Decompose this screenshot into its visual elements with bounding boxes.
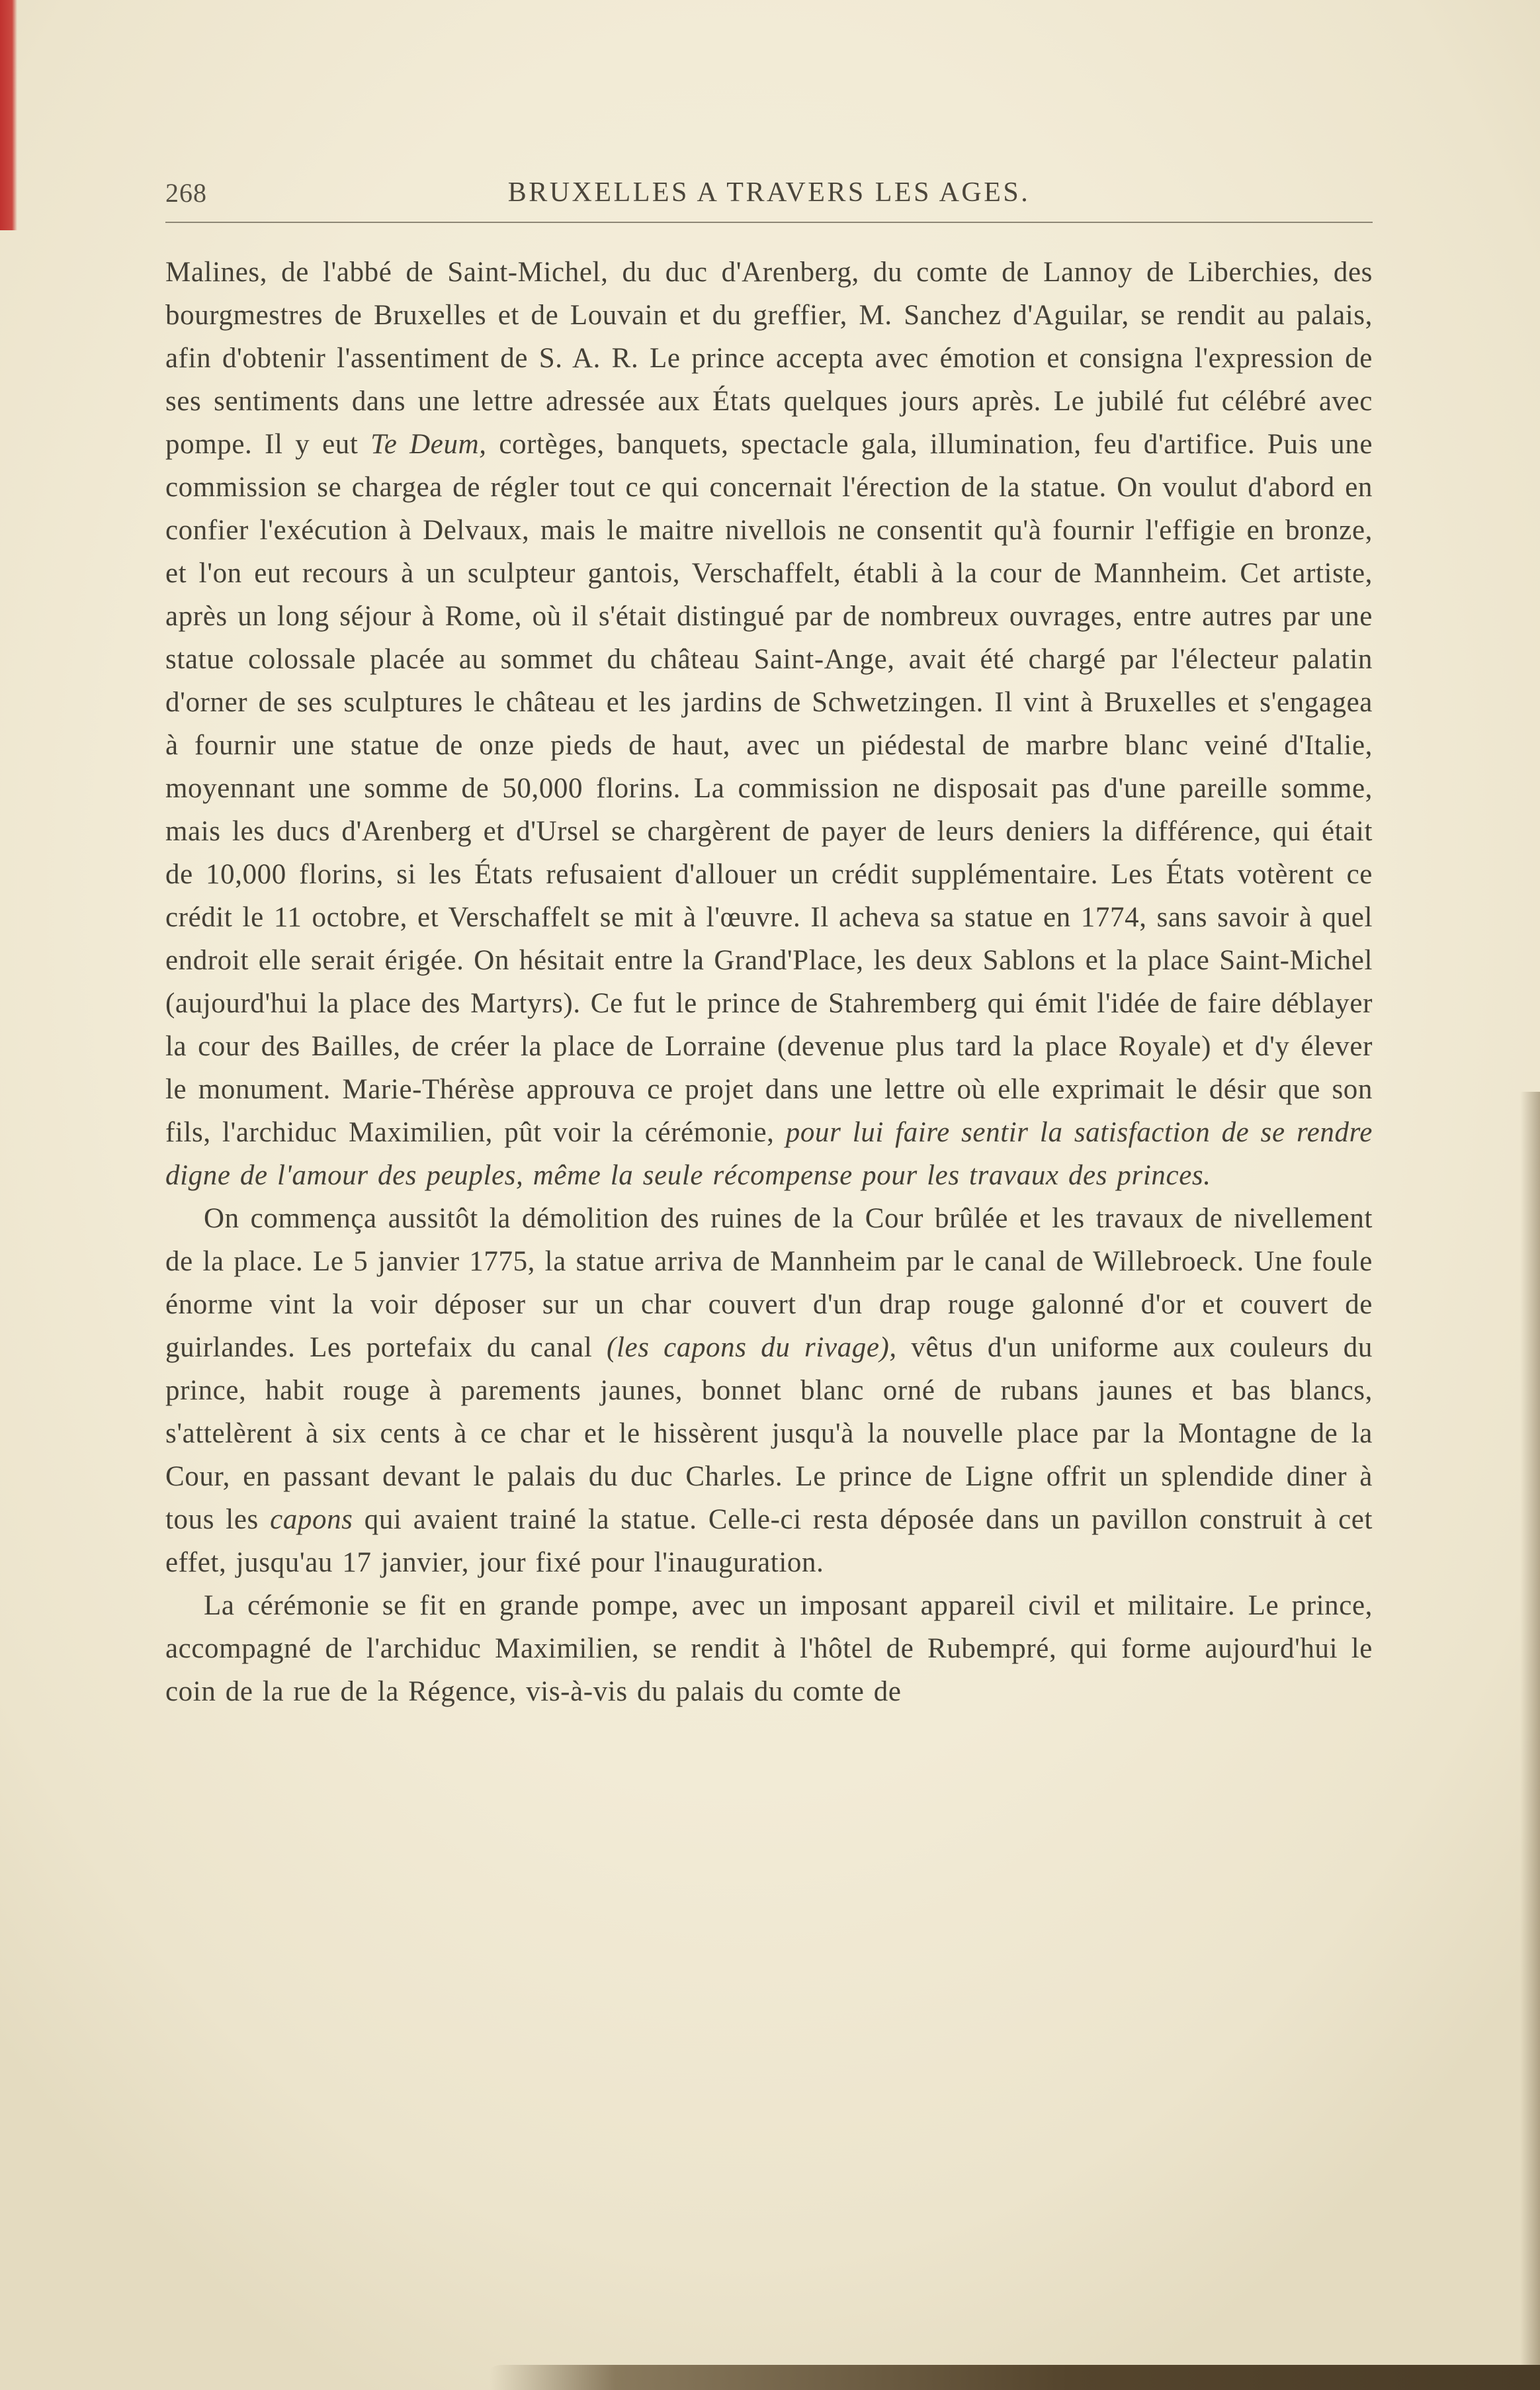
page-bottom-edge-shadow — [490, 2365, 1540, 2390]
running-title: BRUXELLES A TRAVERS LES AGES. — [507, 177, 1031, 208]
italic-text-segment: (les capons du rivage), — [607, 1332, 897, 1363]
paragraph — [165, 1584, 1373, 1713]
scan-left-red-edge — [0, 0, 17, 230]
page-right-edge-shadow — [1520, 1092, 1540, 2390]
page-number: 268 — [165, 178, 207, 208]
page-header — [165, 169, 1373, 208]
text-block — [165, 251, 1373, 1713]
page-content — [165, 169, 1373, 1713]
body-text-segment: La cérémonie se fit en grande pompe, avec un imposant appareil civil et militaire. Le prince, accompagné de l'archiduc Maximilien, se rendit à l'hôtel de Rubempré, qui forme aujourd'hui le coin de la rue de la Régence, vis-à-vis du palais du comte de — [165, 1590, 1373, 1707]
italic-text-segment: Te Deum, — [370, 429, 487, 460]
body-text-segment: qui avaient trainé la statue. Celle-ci resta déposée dans un pavillon construit à cet effet, jusqu'au 17 janvier, jour fixé pour l'inauguration. — [165, 1504, 1373, 1578]
body-text-segment: On commença aussitôt la démolition des ruines de la Cour brûlée et les travaux de nivellement de la place. Le 5 janvier 1775, la statue arriva de Mannheim par le canal de Willebroeck. Une foule énorme vint la voir déposer sur un char couvert d'un drap rouge galonné d'or et couvert de guirlandes. Les portefaix du canal — [165, 1203, 1373, 1363]
paragraph — [165, 251, 1373, 1197]
body-text-segment: Malines, de l'abbé de Saint-Michel, du duc d'Arenberg, du comte de Lannoy de Liberchies, des bourgmestres de Bruxelles et de Louvain et du greffier, M. Sanchez d'Aguilar, se rendit au palais, afin d'obtenir l'assentiment de S. A. R. Le prince accepta avec émotion et consigna l'expression de ses sentiments dans une lettre adressée aux États quelques jours après. Le jubilé fut célébré avec pompe. Il y eut — [165, 257, 1373, 460]
header-rule — [165, 222, 1373, 223]
body-text-segment: vêtus d'un uniforme aux couleurs du prince, habit rouge à parements jaunes, bonnet blanc orné de rubans jaunes et bas blancs, s'attelèrent à six cents à ce char et le hissèrent jusqu'à la nouvelle place par la Montagne de la Cour, en passant devant le palais du duc Charles. Le prince de Ligne offrit un splendide diner à tous les — [165, 1332, 1373, 1535]
body-text-segment: cortèges, banquets, spectacle gala, illumination, feu d'artifice. Puis une commission se chargea de régler tout ce qui concernait l'érection de la statue. On voulut d'abord en confier l'exécution à Delvaux, mais le maitre nivellois ne consentit qu'à fournir l'effigie en bronze, et l'on eut recours à un sculpteur gantois, Verschaffelt, établi à la cour de Mannheim. Cet artiste, après un long séjour à Rome, où il s'était distingué par de nombreux ouvrages, entre autres par une statue colossale placée au sommet du château Saint-Ange, avait été chargé par l'électeur palatin d'orner de ses sculptures le château et les jardins de Schwetzingen. Il vint à Bruxelles et s'engagea à fournir une statue de onze pieds de haut, avec un piédestal de marbre blanc veiné d'Italie, moyennant une somme de 50,000 florins. La commission ne disposait pas d'une pareille somme, mais les ducs d'Arenberg et d'Ursel se chargèrent de payer de leurs deniers la différence, qui était de 10,000 florins, si les États refusaient d'allouer un crédit supplémentaire. Les États votèrent ce crédit le 11 octobre, et Verschaffelt se mit à l'œuvre. Il acheva sa statue en 1774, sans savoir à quel endroit elle serait érigée. On hésitait entre la Grand'Place, les deux Sablons et la place Saint-Michel (aujourd'hui la place des Martyrs). Ce fut le prince de Stahremberg qui émit l'idée de faire déblayer la cour des Bailles, de créer la place de Lorraine (devenue plus tard la place Royale) et d'y élever le monument. Marie-Thérèse approuva ce projet dans une lettre où elle exprimait le désir que son fils, l'archiduc Maximilien, pût voir la cérémonie, — [165, 429, 1373, 1148]
italic-text-segment: pour lui faire sentir la satisfaction de se rendre digne de l'amour des peuples, même la seule récompense pour les travaux des princes. — [165, 1117, 1373, 1191]
italic-text-segment: capons — [270, 1504, 353, 1535]
paragraph — [165, 1197, 1373, 1584]
